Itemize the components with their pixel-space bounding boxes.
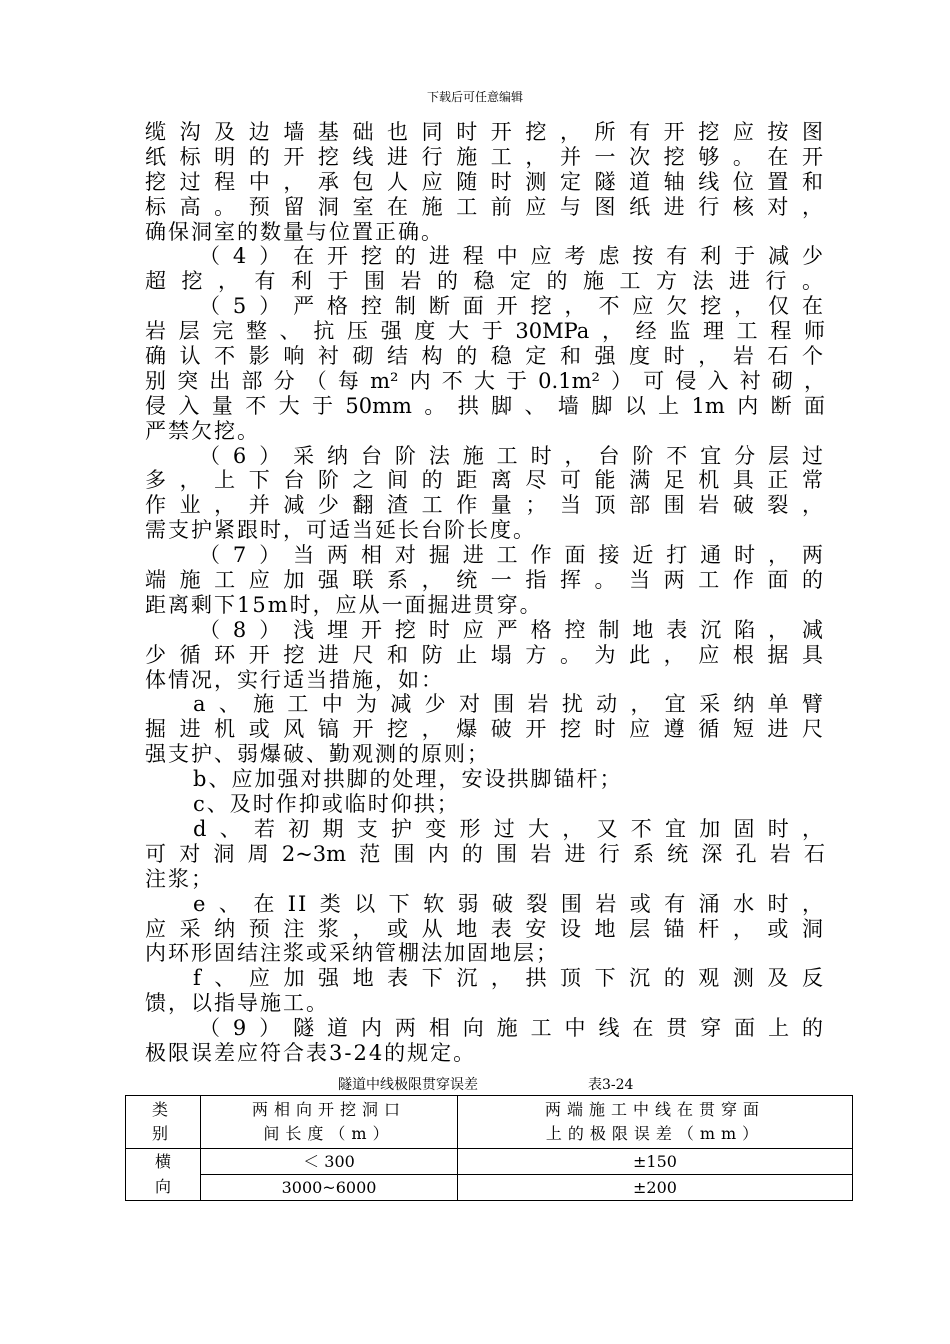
cell-length: ＜ 300 — [201, 1149, 458, 1175]
text-line: 强支护、弱爆破、勤观测的原则； — [145, 742, 490, 767]
document-body — [145, 120, 825, 1066]
text-line: e、在II类以下软弱破裂围岩或有涌水时， — [193, 891, 825, 916]
text-line: （5）严格控制断面开挖，不应欠挖，仅在 — [199, 294, 825, 319]
text-line: （8）浅埋开挖时应严格控制地表沉陷，减 — [199, 617, 825, 642]
table-row — [126, 1149, 853, 1175]
text-line: 距离剩下15m时，应从一面掘进贯穿。 — [145, 592, 543, 617]
header-category-line1: 类 — [151, 1100, 174, 1119]
text-line: （4）在开挖的进程中应考虑按有利于减少 — [199, 244, 825, 269]
text-line: （7）当两相对掘进工作面接近打通时，两 — [199, 543, 825, 568]
text-line: 别突出部分（每m²内不大于0.1m²）可侵入衬砌， — [145, 368, 825, 393]
header-category-line2: 别 — [151, 1124, 174, 1143]
text-line: c、及时作抑或临时仰拱； — [193, 792, 460, 817]
cell-category: 横 — [126, 1149, 201, 1175]
cell-category: 向 — [126, 1175, 201, 1201]
text-line: 挖过程中，承包人应随时测定隧道轴线位置和 — [145, 169, 825, 194]
header-category — [126, 1096, 201, 1149]
text-line: 体情况，实行适当措施，如： — [145, 667, 444, 692]
table-header-row — [126, 1096, 853, 1149]
text-line: 超挖，有利于围岩的稳定的施工方法进行。 — [145, 269, 825, 294]
text-line: 标高。预留洞室在施工前应与图纸进行核对， — [145, 194, 825, 219]
text-line: 掘进机或风镐开挖，爆破开挖时应遵循短进尺 — [145, 717, 825, 742]
error-table — [125, 1095, 853, 1201]
table-row — [126, 1175, 853, 1201]
text-line: 岩层完整、抗压强度大于30MPa，经监理工程师 — [145, 319, 825, 344]
table-title: 隧道中线极限贯穿误差 — [338, 1077, 478, 1093]
text-line: 需支护紧跟时，可适当延长台阶长度。 — [145, 518, 536, 543]
text-line: 侵入量不大于50mm。拱脚、墙脚以上1m内断面 — [145, 393, 825, 418]
text-line: 极限误差应符合表3-24的规定。 — [145, 1040, 477, 1065]
text-line: 应采纳预注浆，或从地表安设地层锚杆，或洞 — [145, 916, 825, 941]
header-error-line2: 上的极限误差（mm） — [545, 1124, 765, 1143]
text-line: 端施工应加强联系，统一指挥。当两工作面的 — [145, 568, 825, 593]
text-line: 内环形固结注浆或采纳管棚法加固地层； — [145, 941, 559, 966]
text-line: （6）采纳台阶法施工时，台阶不宜分层过 — [199, 443, 825, 468]
text-line: f、应加强地表下沉，拱顶下沉的观测及反 — [193, 966, 825, 991]
header-length — [201, 1096, 458, 1149]
text-line: 多，上下台阶之间的距离尽可能满足机具正常 — [145, 468, 825, 493]
header-length-line1: 两相向开挖洞口 — [251, 1100, 406, 1119]
text-line: 注浆； — [145, 866, 214, 891]
header-error — [458, 1096, 853, 1149]
text-line: 作业，并减少翻渣工作量；当顶部围岩破裂， — [145, 493, 825, 518]
text-line: 馈，以指导施工。 — [145, 991, 329, 1016]
header-length-line2: 间长度（m） — [263, 1124, 395, 1143]
page-header: 下载后可任意编辑 — [426, 90, 523, 104]
cell-length: 3000~6000 — [201, 1175, 458, 1201]
text-line: （9）隧道内两相向施工中线在贯穿面上的 — [199, 1016, 825, 1041]
text-line: 纸标明的开挖线进行施工，并一次挖够。在开 — [145, 144, 825, 169]
text-line: d、若初期支护变形过大，又不宜加固时， — [193, 816, 825, 841]
header-error-line1: 两端施工中线在贯穿面 — [544, 1100, 765, 1119]
text-line: b、应加强对拱脚的处理，安设拱脚锚杆； — [193, 767, 623, 792]
text-line: 确保洞室的数量与位置正确。 — [145, 219, 444, 244]
text-line: 确认不影响衬砌结构的稳定和强度时，岩石个 — [145, 344, 825, 369]
table-number: 表3-24 — [588, 1077, 634, 1093]
text-line: 少循环开挖进尺和防止塌方。为此，应根据具 — [145, 642, 825, 667]
text-line: 可对洞周2~3m范围内的围岩进行系统深孔岩石 — [145, 841, 825, 866]
text-line: 严禁欠挖。 — [145, 418, 260, 443]
text-line: a、施工中为减少对围岩扰动，宜采纳单臂 — [193, 692, 825, 717]
text-line: 缆沟及边墙基础也同时开挖，所有开挖应按图 — [145, 120, 825, 144]
cell-error: ±200 — [458, 1175, 853, 1201]
cell-error: ±150 — [458, 1149, 853, 1175]
